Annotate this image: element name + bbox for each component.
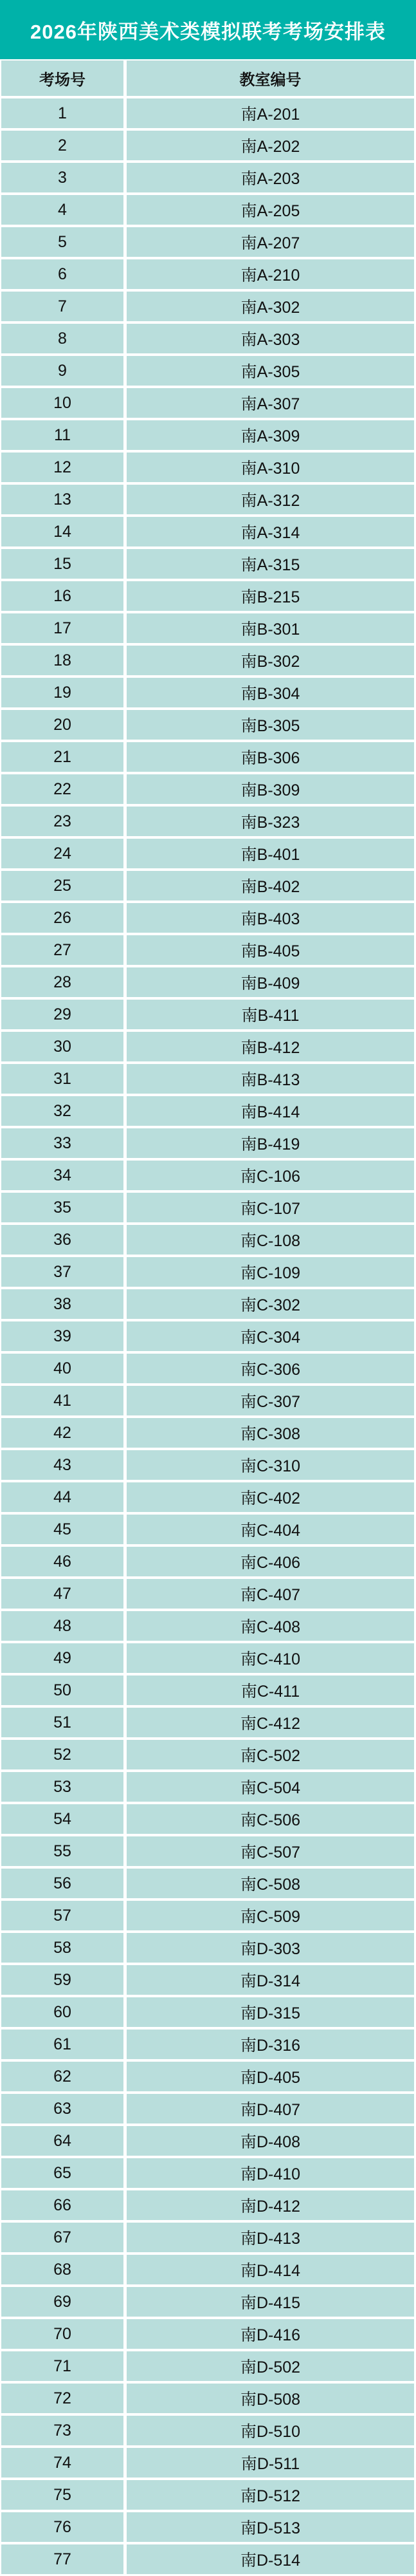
classroom-number-cell: 南B-411 xyxy=(127,1000,414,1029)
classroom-number-cell: 南C-502 xyxy=(127,1740,414,1769)
exam-room-number-cell: 29 xyxy=(1,1000,123,1029)
classroom-number-cell: 南A-205 xyxy=(127,195,414,225)
exam-room-number-cell: 9 xyxy=(1,356,123,386)
exam-room-number-cell: 30 xyxy=(1,1032,123,1061)
classroom-number-cell: 南D-502 xyxy=(127,2351,414,2381)
exam-room-number-cell: 33 xyxy=(1,1128,123,1158)
classroom-number-cell: 南C-308 xyxy=(127,1418,414,1448)
exam-room-number-cell: 39 xyxy=(1,1321,123,1351)
exam-room-number-cell: 28 xyxy=(1,967,123,997)
exam-room-number-cell: 21 xyxy=(1,742,123,772)
exam-room-number-cell: 56 xyxy=(1,1869,123,1898)
exam-room-number-cell: 73 xyxy=(1,2416,123,2445)
classroom-number-cell: 南A-203 xyxy=(127,163,414,192)
exam-room-number-cell: 20 xyxy=(1,710,123,740)
exam-room-number-cell: 65 xyxy=(1,2158,123,2188)
classroom-number-cell: 南B-414 xyxy=(127,1096,414,1126)
classroom-number-cell: 南C-506 xyxy=(127,1804,414,1834)
exam-room-number-cell: 17 xyxy=(1,613,123,643)
exam-room-number-cell: 75 xyxy=(1,2480,123,2510)
exam-room-number-cell: 32 xyxy=(1,1096,123,1126)
exam-room-number-cell: 48 xyxy=(1,1611,123,1641)
classroom-number-cell: 南B-405 xyxy=(127,935,414,965)
classroom-number-cell: 南A-315 xyxy=(127,549,414,579)
exam-room-number-cell: 62 xyxy=(1,2062,123,2091)
classroom-number-cell: 南C-302 xyxy=(127,1289,414,1319)
classroom-number-cell: 南B-323 xyxy=(127,807,414,836)
exam-room-number-cell: 15 xyxy=(1,549,123,579)
classroom-number-cell: 南A-309 xyxy=(127,420,414,450)
classroom-number-cell: 南A-307 xyxy=(127,388,414,418)
classroom-number-cell: 南A-312 xyxy=(127,485,414,514)
classroom-number-cell: 南D-510 xyxy=(127,2416,414,2445)
exam-room-number-cell: 4 xyxy=(1,195,123,225)
classroom-number-cell: 南B-401 xyxy=(127,839,414,868)
classroom-number-cell: 南A-202 xyxy=(127,131,414,160)
classroom-number-cell: 南C-404 xyxy=(127,1515,414,1544)
exam-room-number-cell: 18 xyxy=(1,646,123,675)
exam-room-number-cell: 25 xyxy=(1,871,123,901)
classroom-number-cell: 南A-310 xyxy=(127,453,414,482)
exam-room-number-cell: 37 xyxy=(1,1257,123,1287)
exam-room-number-cell: 51 xyxy=(1,1708,123,1737)
classroom-number-cell: 南B-305 xyxy=(127,710,414,740)
classroom-number-cell: 南A-305 xyxy=(127,356,414,386)
exam-room-number-cell: 12 xyxy=(1,453,123,482)
classroom-number-cell: 南B-301 xyxy=(127,613,414,643)
classroom-number-cell: 南C-407 xyxy=(127,1579,414,1609)
classroom-number-cell: 南C-306 xyxy=(127,1354,414,1383)
exam-room-number-cell: 66 xyxy=(1,2190,123,2220)
exam-room-number-cell: 74 xyxy=(1,2448,123,2478)
classroom-number-cell: 南C-508 xyxy=(127,1869,414,1898)
classroom-number-cell: 南C-107 xyxy=(127,1193,414,1222)
classroom-number-cell: 南B-409 xyxy=(127,967,414,997)
exam-room-number-cell: 10 xyxy=(1,388,123,418)
classroom-number-cell: 南C-106 xyxy=(127,1161,414,1190)
exam-room-number-cell: 26 xyxy=(1,903,123,933)
classroom-number-cell: 南C-402 xyxy=(127,1482,414,1512)
exam-room-number-cell: 77 xyxy=(1,2544,123,2574)
classroom-number-cell: 南D-414 xyxy=(127,2255,414,2284)
exam-room-number-cell: 14 xyxy=(1,517,123,546)
exam-room-number-cell: 70 xyxy=(1,2319,123,2349)
exam-room-number-cell: 16 xyxy=(1,581,123,611)
classroom-number-cell: 南B-302 xyxy=(127,646,414,675)
classroom-number-cell: 南C-307 xyxy=(127,1386,414,1415)
exam-room-number-cell: 71 xyxy=(1,2351,123,2381)
exam-room-number-cell: 8 xyxy=(1,324,123,353)
exam-room-number-cell: 34 xyxy=(1,1161,123,1190)
exam-room-number-cell: 41 xyxy=(1,1386,123,1415)
classroom-number-cell: 南A-210 xyxy=(127,259,414,289)
classroom-number-cell: 南D-316 xyxy=(127,2030,414,2059)
classroom-number-cell: 南B-215 xyxy=(127,581,414,611)
exam-room-number-cell: 55 xyxy=(1,1836,123,1866)
classroom-number-cell: 南C-412 xyxy=(127,1708,414,1737)
exam-room-number-cell: 23 xyxy=(1,807,123,836)
classroom-number-cell: 南B-309 xyxy=(127,774,414,804)
exam-room-number-cell: 47 xyxy=(1,1579,123,1609)
exam-room-number-cell: 60 xyxy=(1,1997,123,2027)
classroom-number-cell: 南D-514 xyxy=(127,2544,414,2574)
classroom-number-cell: 南B-403 xyxy=(127,903,414,933)
exam-room-number-cell: 61 xyxy=(1,2030,123,2059)
exam-room-number-cell: 13 xyxy=(1,485,123,514)
classroom-number-cell: 南C-504 xyxy=(127,1772,414,1802)
classroom-number-cell: 南B-304 xyxy=(127,678,414,707)
exam-room-number-cell: 11 xyxy=(1,420,123,450)
exam-room-number-cell: 2 xyxy=(1,131,123,160)
exam-room-number-cell: 36 xyxy=(1,1225,123,1255)
classroom-number-cell: 南C-406 xyxy=(127,1547,414,1576)
exam-room-number-cell: 6 xyxy=(1,259,123,289)
exam-room-number-cell: 1 xyxy=(1,98,123,128)
exam-room-number-cell: 64 xyxy=(1,2126,123,2156)
classroom-number-cell: 南B-419 xyxy=(127,1128,414,1158)
classroom-number-cell: 南D-508 xyxy=(127,2384,414,2413)
classroom-number-cell: 南D-511 xyxy=(127,2448,414,2478)
classroom-number-cell: 南C-109 xyxy=(127,1257,414,1287)
exam-room-number-cell: 69 xyxy=(1,2287,123,2317)
classroom-number-cell: 南D-412 xyxy=(127,2190,414,2220)
classroom-number-cell: 南D-416 xyxy=(127,2319,414,2349)
exam-room-number-cell: 50 xyxy=(1,1675,123,1705)
column-header-exam-room-number: 考场号 xyxy=(1,61,123,96)
classroom-number-cell: 南B-413 xyxy=(127,1064,414,1094)
classroom-number-cell: 南D-415 xyxy=(127,2287,414,2317)
exam-room-number-cell: 53 xyxy=(1,1772,123,1802)
classroom-number-cell: 南D-408 xyxy=(127,2126,414,2156)
exam-room-number-cell: 43 xyxy=(1,1450,123,1480)
exam-room-number-cell: 27 xyxy=(1,935,123,965)
column-header-classroom-number: 教室编号 xyxy=(127,61,414,96)
exam-room-number-cell: 3 xyxy=(1,163,123,192)
classroom-number-cell: 南C-108 xyxy=(127,1225,414,1255)
classroom-number-cell: 南C-410 xyxy=(127,1643,414,1673)
classroom-number-cell: 南C-304 xyxy=(127,1321,414,1351)
classroom-number-cell: 南B-402 xyxy=(127,871,414,901)
page-title: 2026年陕西美术类模拟联考考场安排表 xyxy=(0,0,416,59)
exam-room-number-cell: 72 xyxy=(1,2384,123,2413)
exam-room-number-cell: 38 xyxy=(1,1289,123,1319)
exam-room-table xyxy=(0,61,416,2576)
classroom-number-cell: 南D-315 xyxy=(127,1997,414,2027)
classroom-number-cell: 南D-413 xyxy=(127,2223,414,2252)
exam-room-number-cell: 76 xyxy=(1,2512,123,2542)
exam-room-number-cell: 58 xyxy=(1,1933,123,1963)
classroom-number-cell: 南C-411 xyxy=(127,1675,414,1705)
exam-room-number-cell: 59 xyxy=(1,1965,123,1995)
classroom-number-cell: 南A-303 xyxy=(127,324,414,353)
exam-room-number-cell: 40 xyxy=(1,1354,123,1383)
exam-room-number-cell: 42 xyxy=(1,1418,123,1448)
exam-room-number-cell: 49 xyxy=(1,1643,123,1673)
classroom-number-cell: 南D-410 xyxy=(127,2158,414,2188)
classroom-number-cell: 南C-408 xyxy=(127,1611,414,1641)
classroom-number-cell: 南C-310 xyxy=(127,1450,414,1480)
classroom-number-cell: 南C-507 xyxy=(127,1836,414,1866)
classroom-number-cell: 南A-314 xyxy=(127,517,414,546)
exam-room-number-cell: 67 xyxy=(1,2223,123,2252)
classroom-number-cell: 南D-407 xyxy=(127,2094,414,2123)
exam-room-number-cell: 57 xyxy=(1,1901,123,1930)
classroom-number-cell: 南D-513 xyxy=(127,2512,414,2542)
classroom-number-cell: 南A-302 xyxy=(127,292,414,321)
exam-room-number-cell: 54 xyxy=(1,1804,123,1834)
exam-room-number-cell: 7 xyxy=(1,292,123,321)
exam-room-number-cell: 5 xyxy=(1,227,123,257)
exam-room-number-cell: 24 xyxy=(1,839,123,868)
exam-room-number-cell: 46 xyxy=(1,1547,123,1576)
exam-room-number-cell: 45 xyxy=(1,1515,123,1544)
exam-room-number-cell: 35 xyxy=(1,1193,123,1222)
classroom-number-cell: 南C-509 xyxy=(127,1901,414,1930)
classroom-number-cell: 南A-201 xyxy=(127,98,414,128)
classroom-number-cell: 南D-405 xyxy=(127,2062,414,2091)
exam-room-number-cell: 52 xyxy=(1,1740,123,1769)
exam-room-number-cell: 68 xyxy=(1,2255,123,2284)
exam-room-number-cell: 44 xyxy=(1,1482,123,1512)
classroom-number-cell: 南B-412 xyxy=(127,1032,414,1061)
classroom-number-cell: 南B-306 xyxy=(127,742,414,772)
exam-room-number-cell: 63 xyxy=(1,2094,123,2123)
exam-room-number-cell: 22 xyxy=(1,774,123,804)
classroom-number-cell: 南D-303 xyxy=(127,1933,414,1963)
classroom-number-cell: 南A-207 xyxy=(127,227,414,257)
classroom-number-cell: 南D-314 xyxy=(127,1965,414,1995)
exam-room-number-cell: 31 xyxy=(1,1064,123,1094)
classroom-number-cell: 南D-512 xyxy=(127,2480,414,2510)
exam-room-number-cell: 19 xyxy=(1,678,123,707)
